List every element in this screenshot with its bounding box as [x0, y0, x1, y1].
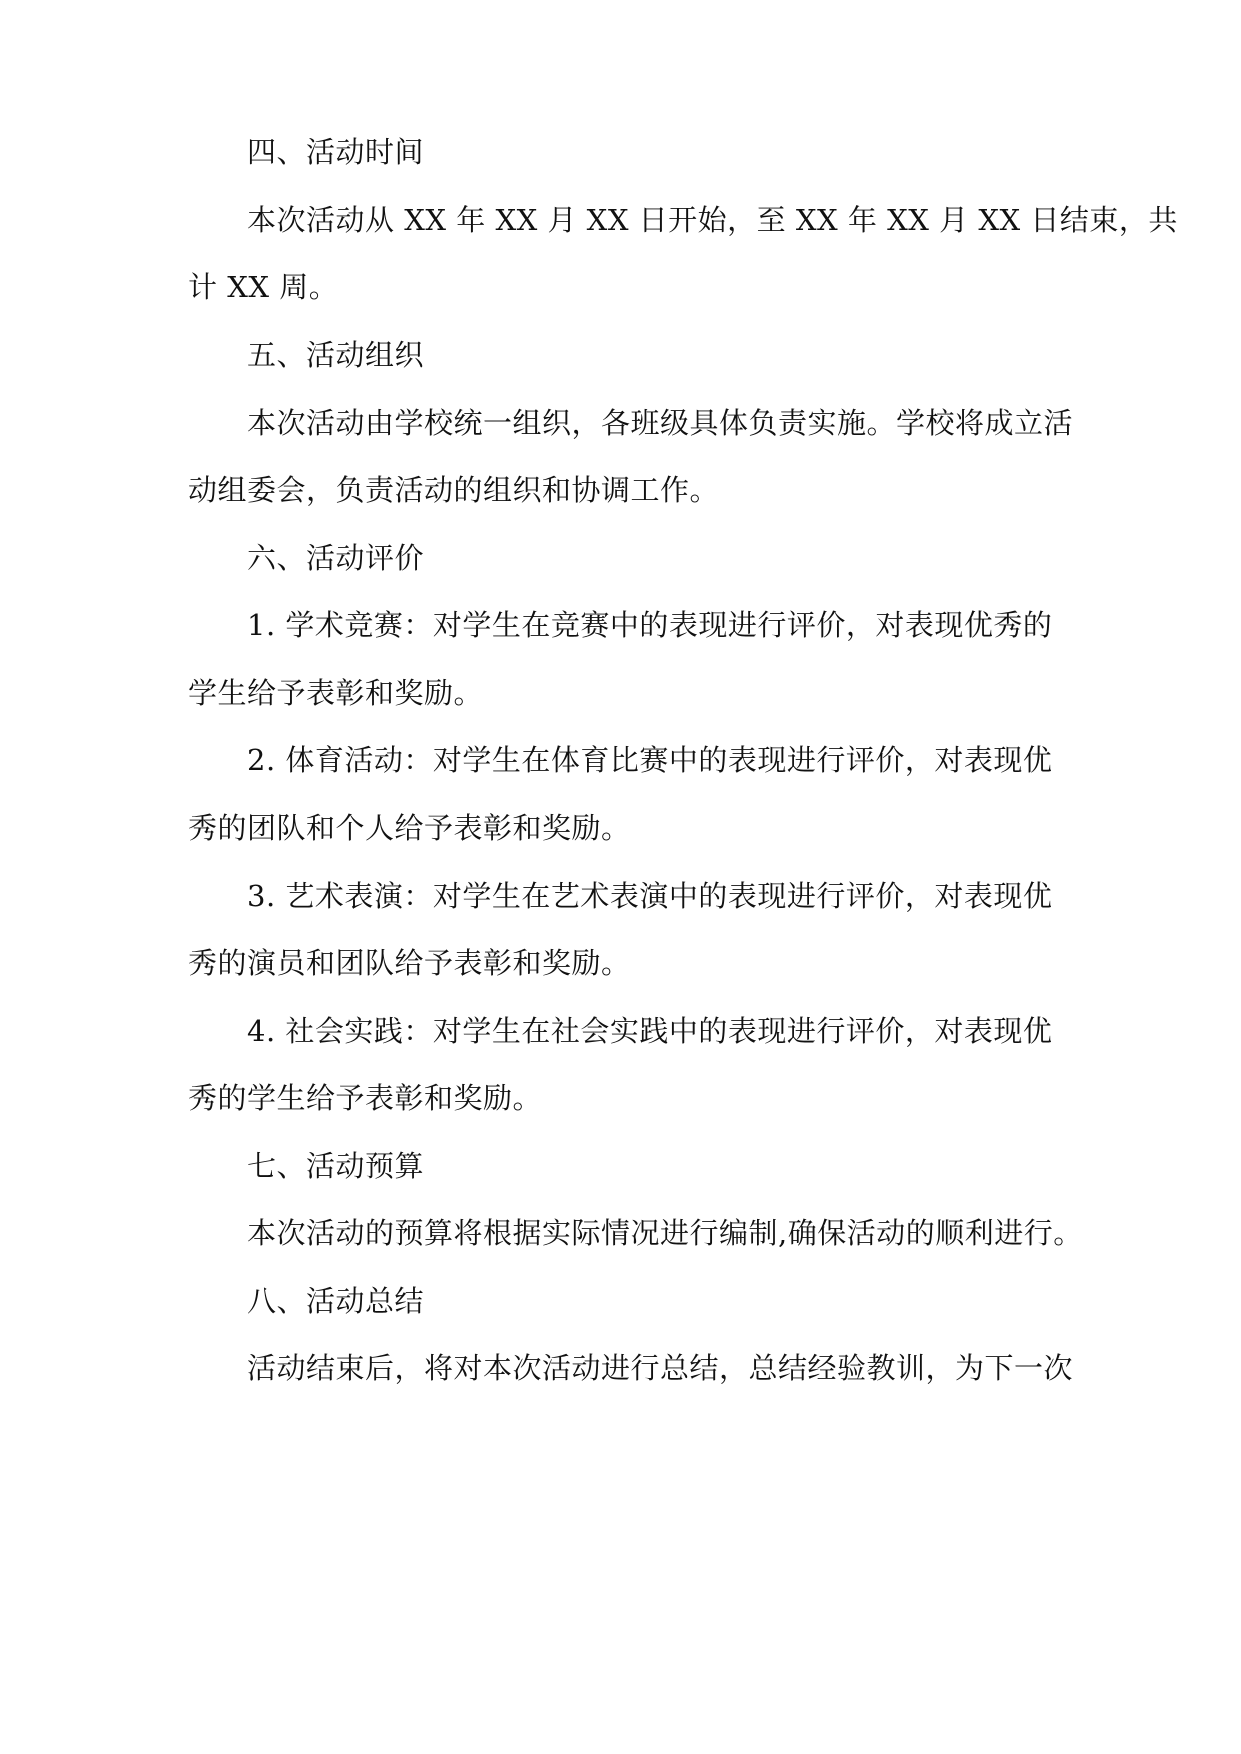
section-heading-activity-organization: 五、活动组织	[247, 338, 425, 372]
list-item-line: 3. 艺术表演：对学生在艺术表演中的表现进行评价，对表现优	[247, 879, 1053, 913]
list-item-line: 2. 体育活动：对学生在体育比赛中的表现进行评价，对表现优	[247, 743, 1053, 777]
paragraph-line: 计 XX 周。	[188, 270, 339, 304]
section-heading-activity-summary: 八、活动总结	[247, 1284, 425, 1318]
paragraph-line: 动组委会，负责活动的组织和协调工作。	[188, 473, 720, 507]
paragraph-line: 本次活动由学校统一组织，各班级具体负责实施。学校将成立活	[247, 406, 1074, 440]
list-item-line: 秀的学生给予表彰和奖励。	[188, 1081, 543, 1115]
list-item-line: 4. 社会实践：对学生在社会实践中的表现进行评价，对表现优	[247, 1014, 1053, 1048]
list-item-line: 1. 学术竞赛：对学生在竞赛中的表现进行评价，对表现优秀的	[247, 608, 1053, 642]
paragraph-line: 本次活动从 XX 年 XX 月 XX 日开始，至 XX 年 XX 月 XX 日结束，共	[247, 203, 1178, 237]
list-item-line: 秀的团队和个人给予表彰和奖励。	[188, 811, 631, 845]
paragraph-line: 本次活动的预算将根据实际情况进行编制,确保活动的顺利进行。	[247, 1216, 1083, 1250]
paragraph-line: 活动结束后，将对本次活动进行总结，总结经验教训，为下一次	[247, 1351, 1074, 1385]
section-heading-activity-budget: 七、活动预算	[247, 1149, 425, 1183]
list-item-line: 学生给予表彰和奖励。	[188, 676, 484, 710]
section-heading-activity-time: 四、活动时间	[247, 135, 425, 169]
list-item-line: 秀的演员和团队给予表彰和奖励。	[188, 946, 631, 980]
section-heading-activity-evaluation: 六、活动评价	[247, 541, 425, 575]
